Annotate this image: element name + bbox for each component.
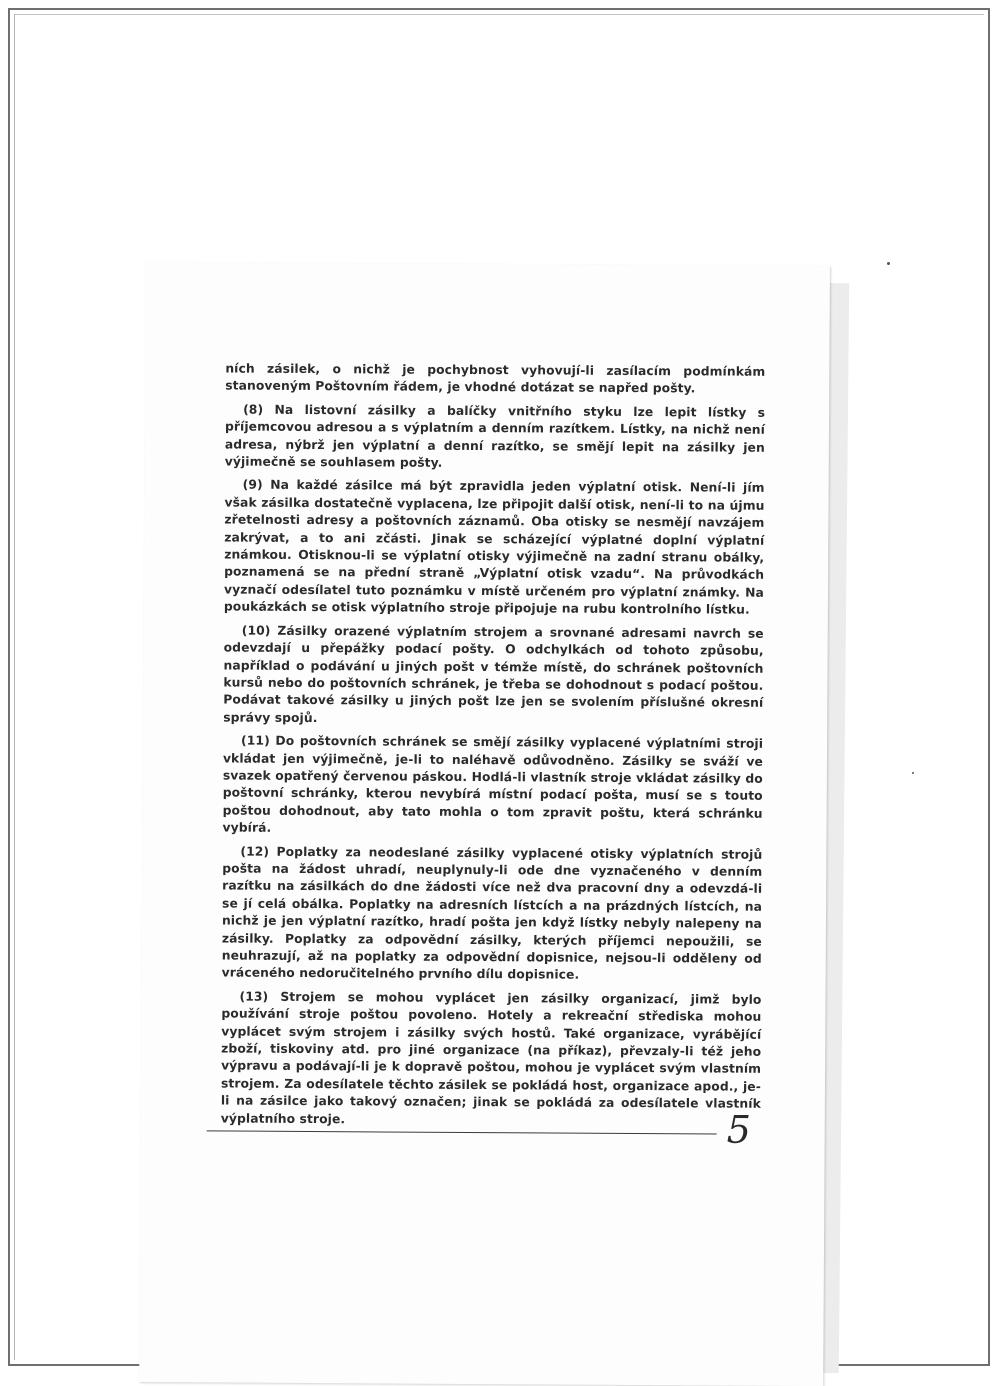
paragraph-10: (10) Zásilky orazené výplatním strojem a srovnané adresami navrch se odevzdají u přepážky podací pošty. O odchylkách od tohoto způsobu, například o podávání u jiných pošt v témže místě, do schránek poštovních kursů nebo do poštovních schránek, je třeba se dohodnout s podací poštou. Podávat takové zásilky u jiných pošt lze jen se svolením příslušné okresní správy spojů. <box>223 623 764 725</box>
paragraph-9: (9) Na každé zásilce má být zpravidla jeden výplatní otisk. Není-li jím však zásilka dostatečně vyplacena, lze připojit další otisk, není-li to na újmu zřetelnosti adresy a poštovních záznamů. Oba otisky se nesmějí navzájem zakrývat, a to ani zčásti. Jinak se scházející výplatné doplní výplatní známkou. Otisknou-li se výplatní otisky výjimečně na zadní stranu obálky, poznamená se na přední straně „Výplatní otisk vzadu“. Na průvodkách vyznačí odesílatel tuto poznámku v místě určeném pro výplatní známky. Na poukázkách se otisk výplatního stroje připojuje na rubu kontrolního lístku. <box>223 478 765 617</box>
paragraph-continuation: ních zásilek, o nichž je pochybnost vyhovují-li zasílacím podmínkám stanoveným Poštovním řádem, je vhodné dotázat se napřed pošty. <box>225 361 766 396</box>
speck <box>912 772 914 774</box>
paragraph-13: (13) Strojem se mohou vyplácet jen zásilky organizací, jimž bylo používání stroje poštou povoleno. Hotely a rekreační střediska mohou vyplácet svým strojem i zásilky svých hostů. Také organizace, vyrábějící zboží, tiskoviny atd. pro jiné organizace (na příkaz), převzaly-li též jeho výpravu a podávají-li je k dopravě poštou, mohou je vyplácet svým vlastním strojem. Za odesílatele těchto zásilek se pokládá host, organizace apod., je-li na zásilce jako takový označen; jinak se pokládá za odesílatele vlastník výplatního stroje. <box>220 989 762 1126</box>
page-number: 5 <box>726 1107 752 1152</box>
body-text <box>221 360 766 1136</box>
paragraph-8: (8) Na listovní zásilky a balíčky vnitřního styku lze lepit lístky s příjemcovou adresou a s výplatním a denním razítkem. Lístky, na nichž není adresa, nýbrž jen výplatní a denní razítko, se smějí lepit na zásilky jen výjimečně se souhlasem pošty. <box>224 402 766 470</box>
paragraph-12: (12) Poplatky za neodeslané zásilky vyplacené otisky výplatních strojů pošta na žádost uhradí, neuplynuly-li ode dne vyznačeného v denním razítku na zásilkách do dne žádosti více než dva pracovní dny a odevzdá-li se jí celá obálka. Poplatky na adresních lístcích a na prázdných lístcích, na nichž je jen výplatní razítko, hradí pošta jen když lístky nebyly nalepeny na zásilky. Poplatky za odpovědní zásilky, kterých příjemci nepoužili, se neuhrazují, až na poplatky za odpovědní dopisnice, nejsou-li odděleny od vráceného nedoručitelného prvního dílu dopisnice. <box>221 844 763 983</box>
speck <box>887 262 890 265</box>
paragraph-11: (11) Do poštovních schránek se smějí zásilky vyplacené výplatními stroji vkládat jen výjimečně, je-li to naléhavě odůvodněno. Zásilky se sváží ve svazek opatřený červenou páskou. Hodlá-li vlastník stroje vkládat zásilky do poštovní schránky, kterou nevybírá místní podací pošta, musí se s touto poštou dohodnout, aby tato mohla o tom zpravit poštu, která schránku vybírá. <box>222 733 764 835</box>
document-page <box>139 262 830 1386</box>
